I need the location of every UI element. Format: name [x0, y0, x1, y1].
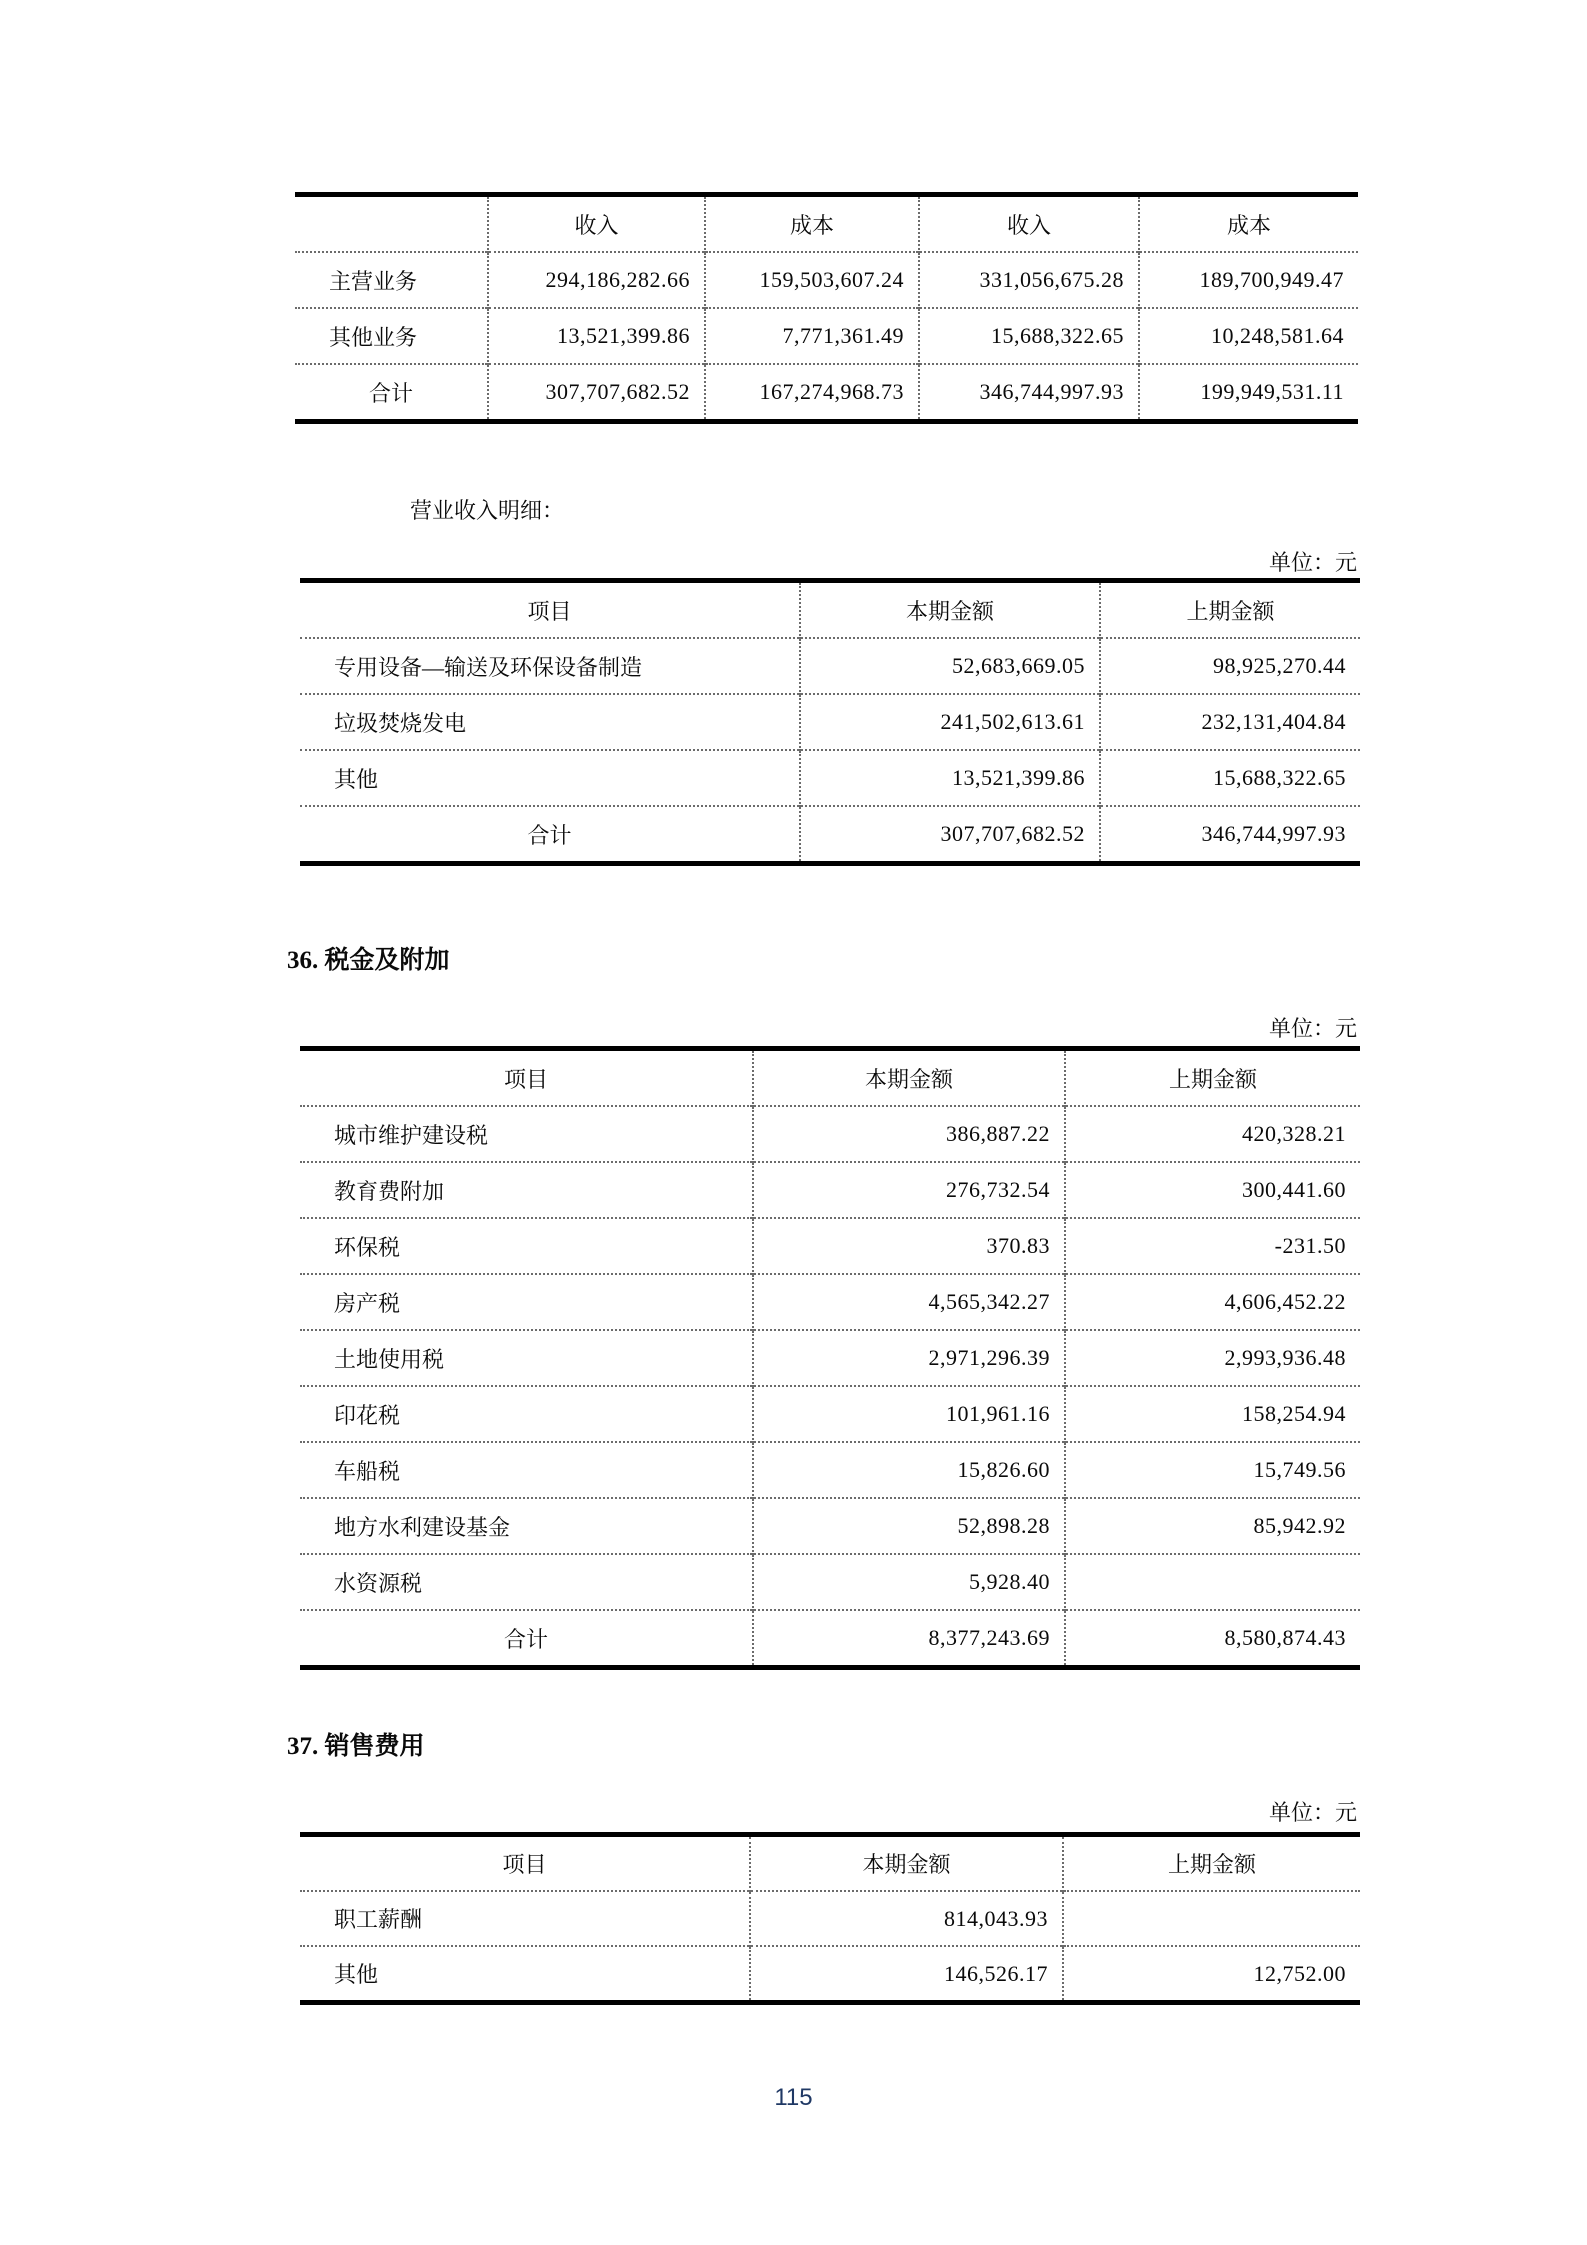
row-label: 专用设备—输送及环保设备制造 [300, 638, 800, 694]
table-header-row [300, 583, 1360, 638]
value-cell: 2,971,296.39 [753, 1330, 1065, 1386]
header-cell: 项目 [503, 1066, 548, 1092]
table-row [300, 1162, 1360, 1218]
row-label: 其他业务 [295, 308, 488, 364]
value-cell: 10,248,581.64 [1139, 308, 1358, 364]
table-row [300, 1442, 1360, 1498]
row-label: 城市维护建设税 [300, 1106, 753, 1162]
table-row [300, 694, 1360, 750]
value-cell: 4,565,342.27 [753, 1274, 1065, 1330]
value-cell: 4,606,452.22 [1065, 1274, 1360, 1330]
header-cell: 本期金额 [750, 1837, 1063, 1891]
revenue-detail-caption: 营业收入明细： [410, 498, 565, 523]
value-cell: 370.83 [753, 1218, 1065, 1274]
value-cell: 167,274,968.73 [705, 364, 919, 419]
table-total-row [295, 364, 1358, 419]
taxes-table [300, 1046, 1360, 1670]
row-label: 合计 [295, 364, 488, 419]
table-row [300, 1106, 1360, 1162]
row-label: 房产税 [300, 1274, 753, 1330]
value-cell: 8,377,243.69 [753, 1610, 1065, 1665]
value-cell: 12,752.00 [1063, 1946, 1360, 2000]
unit-label: 单位：元 [1268, 1800, 1357, 1825]
revenue-detail-table [300, 578, 1360, 866]
value-cell: 2,993,936.48 [1065, 1330, 1360, 1386]
row-label: 其他 [300, 750, 800, 806]
value-cell: 7,771,361.49 [705, 308, 919, 364]
value-cell: 346,744,997.93 [1100, 806, 1360, 861]
section-title-36: 36. 税金及附加 [287, 947, 450, 974]
value-cell: 189,700,949.47 [1139, 252, 1358, 308]
value-cell: 232,131,404.84 [1100, 694, 1360, 750]
value-cell: 420,328.21 [1065, 1106, 1360, 1162]
selling-expenses-table [300, 1832, 1360, 2005]
header-cell: 项目 [502, 1852, 547, 1877]
value-cell: 15,826.60 [753, 1442, 1065, 1498]
table-row [300, 1386, 1360, 1442]
value-cell: 146,526.17 [750, 1946, 1063, 2000]
table-row [300, 1498, 1360, 1554]
value-cell: 85,942.92 [1065, 1498, 1360, 1554]
unit-label: 单位：元 [1268, 550, 1357, 575]
header-cell: 项目 [527, 598, 572, 624]
value-cell: 15,688,322.65 [1100, 750, 1360, 806]
header-cell: 上期金额 [1063, 1837, 1360, 1891]
header-cell: 本期金额 [753, 1051, 1065, 1106]
value-cell: 159,503,607.24 [705, 252, 919, 308]
value-cell: 13,521,399.86 [488, 308, 705, 364]
table-row [295, 308, 1358, 364]
header-cell: 上期金额 [1100, 583, 1360, 638]
value-cell [1065, 1554, 1360, 1610]
value-cell: 101,961.16 [753, 1386, 1065, 1442]
row-label: 教育费附加 [300, 1162, 753, 1218]
value-cell: 158,254.94 [1065, 1386, 1360, 1442]
value-cell: 13,521,399.86 [800, 750, 1100, 806]
value-cell: 98,925,270.44 [1100, 638, 1360, 694]
table-row [300, 1946, 1360, 2000]
header-cell: 成本 [705, 197, 919, 252]
header-cell: 上期金额 [1065, 1051, 1360, 1106]
section-title-37: 37. 销售费用 [287, 1733, 425, 1760]
row-label: 职工薪酬 [300, 1891, 750, 1946]
table-row [300, 1274, 1360, 1330]
value-cell: 276,732.54 [753, 1162, 1065, 1218]
row-label: 地方水利建设基金 [300, 1498, 753, 1554]
header-cell: 收入 [488, 197, 705, 252]
header-cell-empty [295, 197, 488, 252]
table-row [300, 1330, 1360, 1386]
table-header-row [300, 1051, 1360, 1106]
value-cell: 52,898.28 [753, 1498, 1065, 1554]
value-cell: 5,928.40 [753, 1554, 1065, 1610]
value-cell: 300,441.60 [1065, 1162, 1360, 1218]
row-label: 合计 [300, 806, 800, 861]
value-cell: -231.50 [1065, 1218, 1360, 1274]
header-cell: 本期金额 [800, 583, 1100, 638]
value-cell: 241,502,613.61 [800, 694, 1100, 750]
row-label: 合计 [300, 1610, 753, 1665]
table-row [295, 252, 1358, 308]
row-label: 其他 [300, 1946, 750, 2000]
value-cell: 52,683,669.05 [800, 638, 1100, 694]
value-cell: 331,056,675.28 [919, 252, 1139, 308]
value-cell: 8,580,874.43 [1065, 1610, 1360, 1665]
table-row [300, 1218, 1360, 1274]
value-cell: 346,744,997.93 [919, 364, 1139, 419]
value-cell: 307,707,682.52 [488, 364, 705, 419]
table-row [300, 638, 1360, 694]
value-cell: 294,186,282.66 [488, 252, 705, 308]
unit-label: 单位：元 [1268, 1016, 1357, 1041]
row-label: 车船税 [300, 1442, 753, 1498]
table-row [300, 1891, 1360, 1946]
page-number: 115 [774, 2084, 813, 2111]
header-cell: 成本 [1139, 197, 1358, 252]
value-cell: 15,749.56 [1065, 1442, 1360, 1498]
value-cell [1063, 1891, 1360, 1946]
value-cell: 307,707,682.52 [800, 806, 1100, 861]
row-label: 印花税 [300, 1386, 753, 1442]
table-total-row [300, 806, 1360, 861]
row-label: 水资源税 [300, 1554, 753, 1610]
value-cell: 814,043.93 [750, 1891, 1063, 1946]
income-cost-table [295, 192, 1358, 424]
row-label: 土地使用税 [300, 1330, 753, 1386]
row-label: 环保税 [300, 1218, 753, 1274]
table-row [300, 1554, 1360, 1610]
table-total-row [300, 1610, 1360, 1665]
row-label: 主营业务 [295, 252, 488, 308]
table-row [300, 750, 1360, 806]
value-cell: 15,688,322.65 [919, 308, 1139, 364]
value-cell: 386,887.22 [753, 1106, 1065, 1162]
table-header-row [295, 197, 1358, 252]
table-header-row [300, 1837, 1360, 1891]
value-cell: 199,949,531.11 [1139, 364, 1358, 419]
row-label: 垃圾焚烧发电 [300, 694, 800, 750]
header-cell: 收入 [919, 197, 1139, 252]
